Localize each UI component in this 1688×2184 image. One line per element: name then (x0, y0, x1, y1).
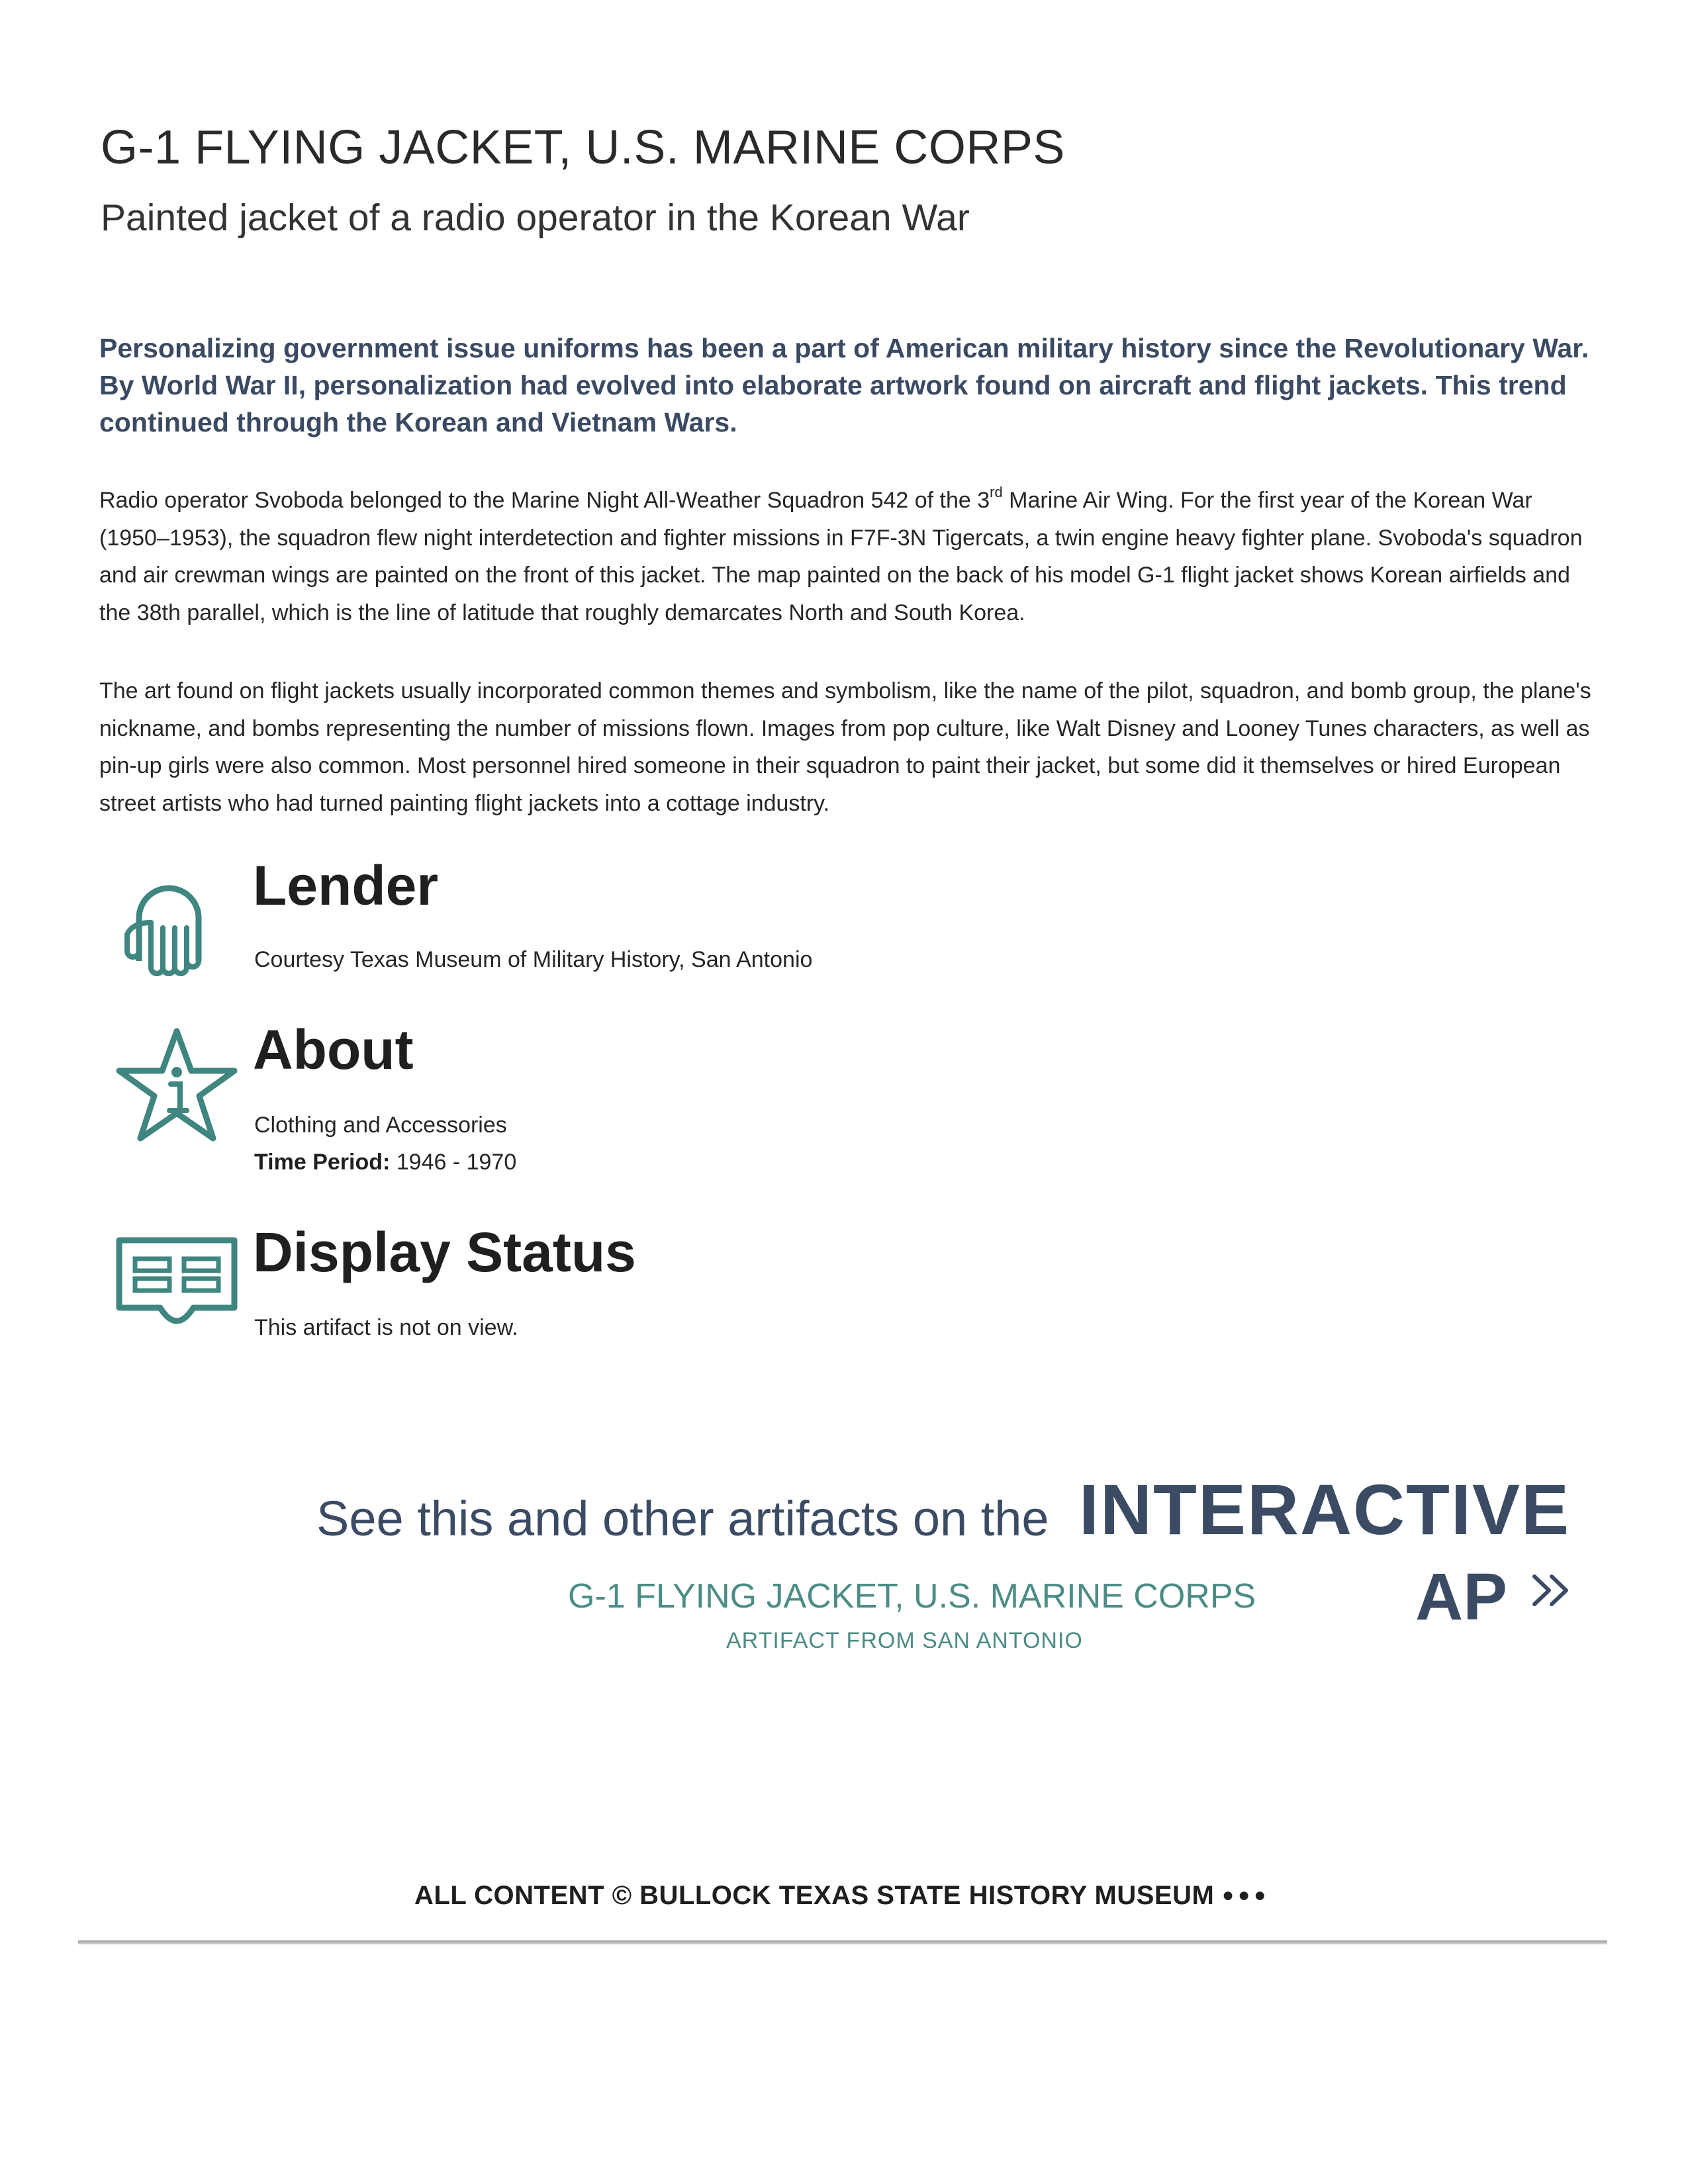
ordinal-suffix: rd (990, 484, 1003, 500)
hand-icon (113, 862, 225, 984)
lender-text: Courtesy Texas Museum of Military History, San Antonio (254, 947, 813, 972)
star-info-icon (114, 1026, 240, 1148)
footer-divider (78, 1940, 1607, 1944)
double-chevron-right-icon[interactable] (1529, 1567, 1575, 1617)
cta-lead-text: See this and other artifacts on the (316, 1491, 1049, 1546)
cta-artifact-location: ARTIFACT FROM SAN ANTONIO (726, 1628, 1083, 1653)
display-status-heading: Display Status (253, 1221, 636, 1283)
footer-copyright (414, 1881, 1270, 1911)
about-category: Clothing and Accessories (254, 1113, 507, 1138)
about-time-period (254, 1144, 516, 1181)
cta-interactive-text[interactable]: INTERACTIVE (1079, 1469, 1571, 1549)
footer-text: ALL CONTENT © BULLOCK TEXAS STATE HISTORY MUSEUM (414, 1881, 1215, 1910)
about-heading: About (253, 1019, 414, 1081)
intro-paragraph: Personalizing government issue uniforms has been a part of American military history since the Revolutionary War. By World War II, personalization had evolved into elaborate artwork found on aircraft and flight jackets. This trend continued through the Korean and Vietnam Wars. (99, 333, 1589, 437)
display-status-text: This artifact is not on view. (254, 1315, 518, 1340)
paragraph-1-rest: Marine Air Wing. For the first year of the Korean War (1950–1953), the squadron flew night interdetection and fighter missions in F7F-3N Tigercats, a twin engine heavy fighter plane. Svoboda's squadron and air crewman wings are painted on the front of this jacket. The map painted on the back of his model G-1 flight jacket shows Korean airfields and the 38th parallel, which is the line of latitude that roughly demarcates North and South Korea. (99, 488, 1583, 625)
page-subtitle: Painted jacket of a radio operator in the Korean War (101, 197, 970, 239)
time-period-label: Time Period: (254, 1150, 391, 1175)
page-title: G-1 FLYING JACKET, U.S. MARINE CORPS (101, 121, 1065, 174)
body-paragraph-2: The art found on flight jackets usually incorporated common themes and symbolism, like the name of the pilot, squadron, and bomb group, the plane's nickname, and bombs representing the number of missions flown. Images from pop culture, like Walt Disney and Looney Tunes characters, as well as pin-up girls were also common. Most personnel hired someone in their squadron to paint their jacket, but some did it themselves or hired European street artists who had turned painting flight jackets into a cottage industry. (99, 678, 1591, 816)
cta-artifact-title[interactable]: G-1 FLYING JACKET, U.S. MARINE CORPS (568, 1577, 1256, 1615)
ellipsis-dots-icon: ●●● (1221, 1884, 1270, 1906)
display-sign-icon (114, 1235, 240, 1344)
body-paragraph-1 (99, 482, 1595, 631)
paragraph-1-start: Radio operator Svoboda belonged to the Marine Night All-Weather Squadron 542 of the 3 (99, 488, 990, 513)
time-period-value: 1946 - 1970 (390, 1150, 517, 1175)
cta-ap-text[interactable]: AP (1415, 1560, 1507, 1634)
lender-heading: Lender (253, 854, 439, 917)
